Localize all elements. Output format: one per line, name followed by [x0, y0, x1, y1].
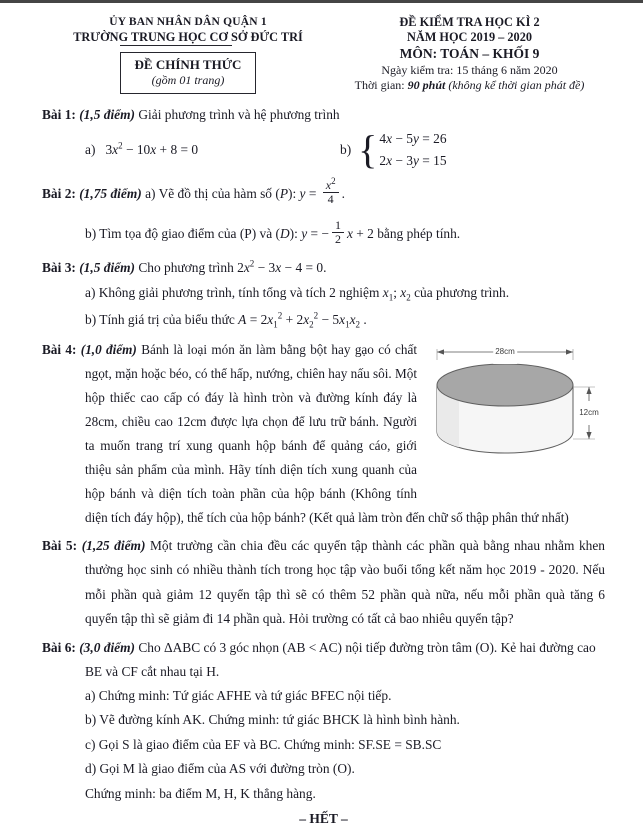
problem-3-item-a — [85, 281, 605, 304]
problem-2-item-b — [85, 217, 605, 249]
problem-3 — [42, 258, 605, 331]
fraction-denominator: 4 — [327, 192, 334, 207]
problem-4 — [42, 338, 605, 530]
problem-1 — [42, 105, 605, 173]
problem-3-item-b-suffix: . — [360, 311, 367, 327]
problem-2-item-a — [42, 176, 605, 209]
exam-title: ĐỀ KIỂM TRA HỌC KÌ 2 — [399, 15, 540, 29]
quadratic-equation-a: $3x^2 - 10x + 8 = 0$ — [105, 140, 199, 157]
duration-note: (không kể thời gian phát đề) — [448, 78, 585, 92]
cake-box-figure — [423, 340, 605, 484]
problem-1-intro: Giải phương trình và hệ phương trình — [138, 107, 340, 122]
system-brace: { — [358, 127, 378, 172]
fraction-numerator: $x^2$ — [323, 179, 339, 193]
org-line-2: TRƯỜNG TRUNG HỌC CƠ SỞ ĐỨC TRÍ — [73, 30, 303, 44]
document-header — [42, 15, 605, 94]
problem-1-heading — [42, 105, 605, 124]
problem-6-heading — [42, 636, 605, 684]
problem-4-text: Bánh là loại món ăn làm bằng bột hay gạo có chất ngọt, mặn hoặc béo, có thể hấp, nướng, chiên hay nấu sôi. Một hộp thiếc cao cấp có đáy là hình tròn và đường kính đáy là 28cm, chiều cao 12cm được lựa chọn để lưu trữ bánh. Người ta muốn trang trí xung quanh hộp bánh để quảng cáo, giới thiệu sản phẩm của mình. Hãy tính diện tích xung quanh của hộp bánh và diện tích toàn phần của hộp bánh (Không tính diện tích đáy hộp), thể tích của hộp bánh? (Kết quả làm tròn đến chữ số thập phân thứ nhất) — [85, 341, 569, 525]
duration-value: 90 phút — [407, 78, 449, 92]
school-year: NĂM HỌC 2019 – 2020 — [406, 30, 532, 44]
problem-3-item-a-text: a) Không giải phương trình, tính tổng và tích 2 nghiệm — [85, 284, 383, 300]
problem-3-intro-text: Cho phương trình — [138, 259, 238, 275]
problem-1-item-b — [340, 127, 447, 172]
official-exam-box — [120, 52, 257, 94]
problem-3-item-a-suffix: của phương trình. — [410, 284, 510, 300]
org-underline — [120, 45, 232, 46]
problem-2-points: (1,75 điểm) — [79, 186, 142, 202]
problem-5-text: Một trường cần chia đều các quyển tập thành các phần quà bằng nhau nhằm khen thưởng học sinh có nhiều thành tích trong học tập vào buổi tổng kết năm học 2019 - 2020. Nếu mỗi phần quà giảm 12 quyển tập thì sẽ có thêm 52 phần quà nữa, nếu mỗi phần quà tăng 6 quyển tập thì sẽ giảm đi 14 phần quà. Hỏi trường có tất cả bao nhiêu quyển tập? — [85, 537, 605, 627]
problem-6-item-b: b) Vẽ đường kính AK. Chứng minh: tứ giác BHCK là hình bình hành. — [85, 712, 460, 728]
problem-6-conclusion: Chứng minh: ba điểm M, H, K thẳng hàng. — [85, 785, 316, 801]
diameter-label: 28cm — [493, 340, 517, 364]
problem-1-label: Bài 1: — [42, 107, 76, 122]
problem-1-points: (1,5 điểm) — [79, 107, 135, 122]
problem-6-item-d: d) Gọi M là giao điểm của AS với đường tròn (O). — [85, 761, 355, 777]
fraction-denominator: 2 — [334, 232, 341, 247]
problem-4-label: Bài 4: — [42, 341, 77, 357]
problem-4-points: (1,0 điểm) — [80, 341, 137, 357]
org-line-1: ỦY BAN NHÂN DÂN QUẬN 1 — [109, 16, 267, 28]
parabola-function-prefix: (P): y = — [275, 186, 317, 202]
exam-date: Ngày kiểm tra: 15 tháng 6 năm 2020 — [381, 63, 558, 77]
problem-3-label: Bài 3: — [42, 259, 76, 275]
line-function-prefix: (D): y = − — [275, 225, 329, 241]
item-a-label: a) — [85, 142, 96, 157]
exam-duration — [334, 78, 605, 93]
cylinder-top — [437, 364, 573, 406]
problem-2-item-b-text: b) Tìm tọa độ giao điểm của (P) và — [85, 225, 276, 241]
line-function-suffix: x + 2 — [346, 225, 374, 241]
fraction-x2-over-4 — [323, 176, 339, 207]
official-box-title: ĐỀ CHÍNH THỨC — [134, 57, 242, 72]
problem-2 — [42, 176, 605, 249]
exam-page — [0, 3, 643, 827]
problem-2-label: Bài 2: — [42, 186, 76, 202]
problem-2-item-a-period: . — [341, 186, 345, 202]
official-box-wrap — [42, 52, 334, 94]
problem-2-item-b-suffix: bằng phép tính. — [373, 225, 461, 241]
problem-6 — [42, 636, 605, 807]
problem-5 — [42, 534, 605, 632]
subject-grade: MÔN: TOÁN – KHỐI 9 — [399, 46, 540, 61]
problem-6-item-c: c) Gọi S là giao điểm của EF và BC. Chứng minh: SF.SE = SB.SC — [85, 736, 442, 752]
issuing-org-block — [42, 15, 334, 94]
problem-3-intro-period: . — [323, 259, 327, 275]
problem-5-points: (1,25 điểm) — [81, 537, 146, 553]
problem-6-label: Bài 6: — [42, 639, 76, 655]
end-marker: – HẾT – — [299, 811, 348, 827]
problem-2-item-a-text: a) Vẽ đồ thị của hàm số — [145, 186, 276, 202]
problem-6-item-a: a) Chứng minh: Tứ giác AFHE và tứ giác BFEC nội tiếp. — [85, 687, 392, 703]
problem-3-item-b — [85, 308, 605, 331]
exam-info-block — [334, 15, 605, 94]
problem-1-item-a — [85, 142, 340, 158]
problem-3-heading — [42, 258, 605, 277]
expression-A: $A = 2x_1^2 + 2x_2^2 - 5x_1x_2$ — [238, 310, 361, 330]
duration-label: Thời gian: — [354, 78, 408, 92]
problem-3-points: (1,5 điểm) — [79, 259, 135, 275]
fraction-1-over-2 — [332, 219, 344, 247]
problem-3-item-b-text: b) Tính giá trị của biểu thức — [85, 311, 239, 327]
problem-6-points: (3,0 điểm) — [79, 639, 135, 655]
system-eq-2: 2x − 3y = 15 — [379, 153, 447, 168]
problem-6-intro: Cho ΔABC có 3 góc nhọn (AB < AC) nội tiếp đường tròn tâm (O). Kẻ hai đường cao BE và CF cắt nhau tại H. — [85, 639, 596, 679]
system-eq-1: 4x − 5y = 26 — [379, 131, 447, 146]
problem-5-label: Bài 5: — [42, 537, 78, 553]
problem-1-items — [85, 127, 605, 173]
fraction-numerator: 1 — [332, 219, 344, 233]
quadratic-equation: $2x^2 - 3x - 4 = 0$ — [237, 258, 324, 275]
official-box-note: (gồm 01 trang) — [151, 73, 225, 87]
height-label: 12cm — [577, 401, 601, 425]
item-b-label: b) — [340, 142, 352, 157]
roots-notation: $x_1$; $x_2$ — [382, 284, 411, 303]
equation-system — [379, 131, 446, 169]
